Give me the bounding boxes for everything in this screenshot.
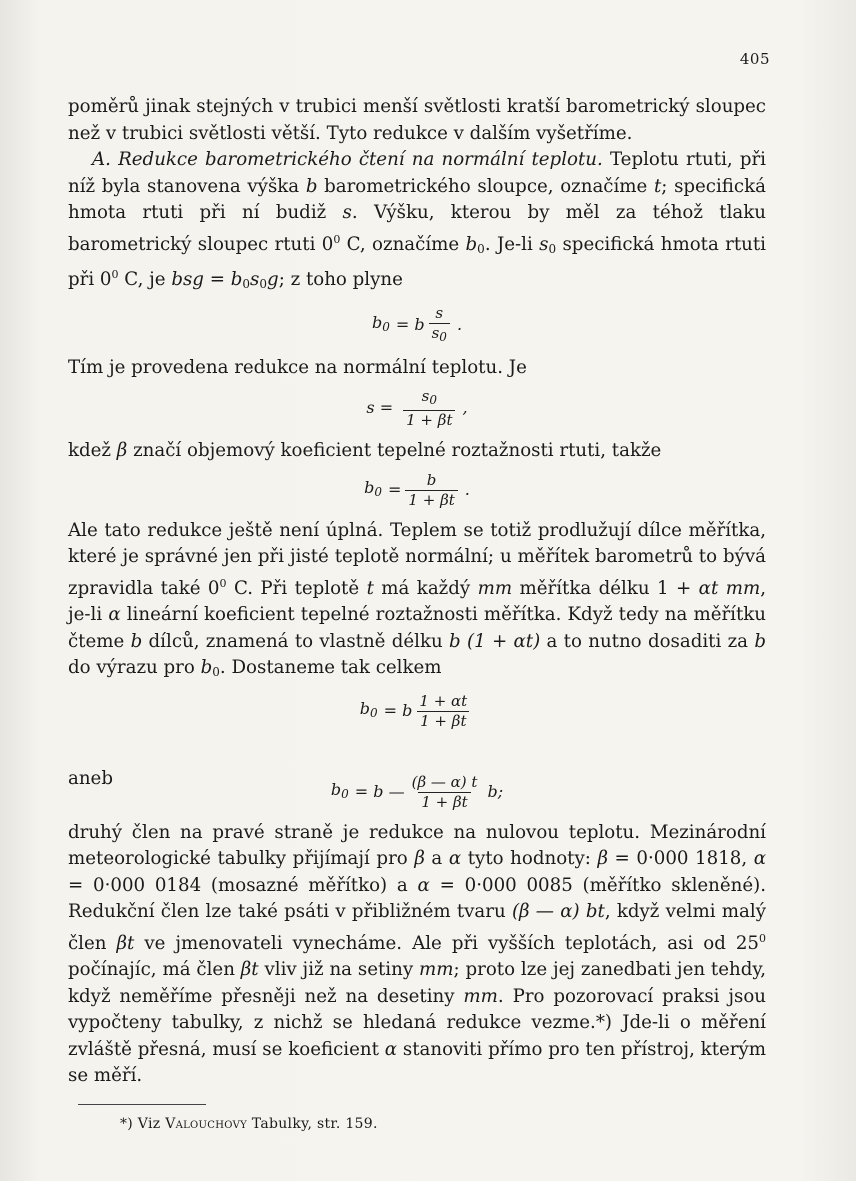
equation-5: $b_0$ = b — $\frac{(\beta — \alpha) t}{1 + \beta t}$ b; — [330, 772, 504, 811]
equation-2: s = $\frac{s_0}{1 + \beta t}$ , — [366, 387, 468, 429]
equation-1: $b_0$ = b $\frac{s}{s_0}$ . — [68, 304, 766, 347]
equation-3: $b_0$ = $\frac{b}{1 + \beta t}$ . — [364, 470, 470, 509]
body-text — [68, 94, 766, 1137]
paragraph-4: kdež β značí objemový koeficient tepelné roztažnosti rtuti, takže — [68, 440, 662, 461]
footnote: *) Viz Valouchovy Tabulky, str. 159. — [120, 1115, 378, 1132]
paragraph-2: A. Redukce barometrického čtení na normální teplotu. Teplotu rtuti, při níž byla stanovena výška b barometrického sloupce, označíme t; specifická hmota rtuti při ní budiž s. Výšku, kterou by měl za téhož tlaku barometrický sloupec rtuti $0^0$ C, označíme $b_0$. Je-li $s_0$ specifická hmota rtuti při $0^0$ C, je bsg = $b_0s_0g$; z toho plyne — [68, 149, 767, 291]
section-heading: A. Redukce barometrického čtení na normální teplotu. — [92, 149, 603, 170]
paragraph-3: Tím je provedena redukce na normální teplotu. Je — [68, 356, 527, 378]
equation-4: $b_0$ = b $\frac{1 + \alpha t}{1 + \beta t}$ — [68, 692, 766, 731]
paragraph-1: poměrů jinak stejných v trubici menší světlosti kratší barometrický sloupec než v trubici světlosti větší. Tyto redukce v dalším vyšetříme. — [68, 96, 766, 144]
paragraph-6: druhý člen na pravé straně je redukce na nulovou teplotu. Mezinárodní meteorologické tabulky přijímají pro β a α tyto hodnoty: β = 0·000 1818, α = 0·000 0184 (mosazné měřítko) a α = 0·000 0085 (měřítko skleněné). Redukční člen lze také psáti v přibližném tvaru (β — α) bt, když velmi malý člen βt ve jmenovateli vynecháme. Ale při vyšších teplotách, asi od $25^0$ počínajíc, má člen βt vliv již na setiny mm; proto lze jej zanedbati jen tehdy, když neměříme přesněji než na desetiny mm. Pro pozorovací praksi jsou vypočteny tabulky, z nichž se hledaná redukce vezme.*) Jde-li o měření zvláště přesná, musí se koeficient α stanoviti přímo pro ten přístroj, kterým se měří. — [68, 821, 767, 1086]
equation-5-row: aneb $b_0$ = b — $\frac{(\beta — \alpha) t}{1 + \beta t}$ b; — [68, 739, 766, 820]
footnote-divider — [78, 1104, 206, 1105]
paragraph-5: Ale tato redukce ještě není úplná. Teplem se totiž prodlužují dílce měřítka, které je správné jen při jisté teplotě normální; u měřítek barometrů to bývá zpravidla také $0^0$ C. Při teplotě t má každý mm měřítka délku 1 + αt mm, je-li α lineární koeficient tepelné roztažnosti měřítka. Když tedy na měřítku čteme b dílců, znamená to vlastně délku b (1 + αt) a to nutno dosaditi za b do výrazu pro $b_0$. Dostaneme tak celkem — [68, 519, 767, 679]
page-number: 405 — [739, 50, 770, 68]
